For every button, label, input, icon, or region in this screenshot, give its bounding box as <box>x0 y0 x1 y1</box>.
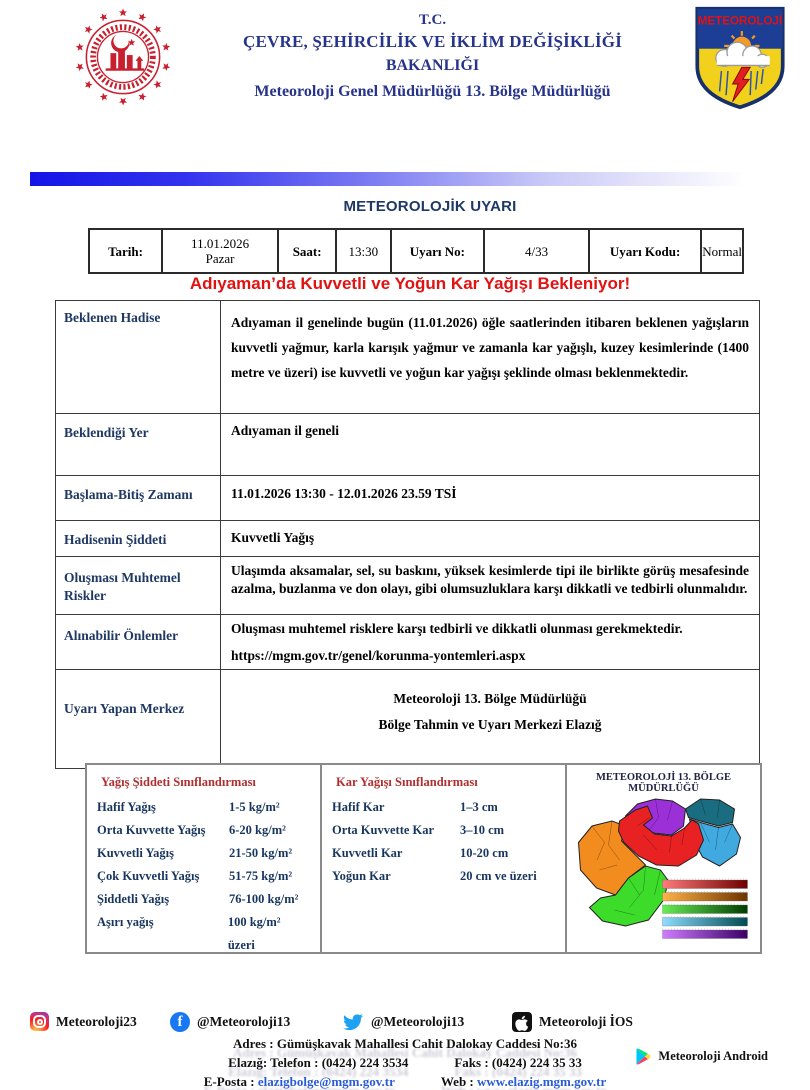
warning-headline: Adıyaman’da Kuvvetli ve Yoğun Kar Yağışı Bekleniyor! <box>189 274 631 293</box>
web-item: Web : www.elazig.mgm.gov.tr <box>440 1074 607 1089</box>
twitter-icon <box>342 1012 364 1032</box>
warning-info-table <box>88 228 744 274</box>
saat-label: Saat: <box>277 230 335 272</box>
row-label: Oluşması Muhtemel Riskler <box>56 557 221 614</box>
list-item: Hafif Yağış 1-5 kg/m² <box>97 800 280 814</box>
issuing-center-line1: Meteoroloji 13. Bölge Müdürlüğü <box>393 691 587 706</box>
list-item: Kuvvetli Kar 10-20 cm <box>332 846 509 860</box>
rain-classification-panel <box>87 765 322 952</box>
meteoroloji-shield-logo-icon <box>688 6 792 110</box>
table-row <box>56 301 759 413</box>
row-label: Başlama-Bitiş Zamanı <box>56 476 221 520</box>
google-play-icon <box>635 1048 651 1065</box>
twitter-handle[interactable]: @Meteoroloji13 <box>342 1012 464 1032</box>
address-line: Adres : Gümüşkavak Mahallesi Cahit Dalokay Caddesi No:36 <box>233 1036 577 1051</box>
android-app[interactable]: Meteoroloji Android <box>635 1048 768 1065</box>
issuing-center-line2: Bölge Tahmin ve Uyarı Merkezi Elazığ <box>378 717 602 732</box>
uyari-kodu-value: Normal <box>700 230 742 272</box>
table-row <box>56 669 759 768</box>
header-directorate: Meteoroloji Genel Müdürlüğü 13. Bölge Müdürlüğü <box>254 83 611 100</box>
fax-value: Faks : (0424) 224 35 33 <box>454 1055 582 1070</box>
ministry-logo-icon <box>68 4 178 110</box>
facebook-handle[interactable]: f @Meteoroloji13 <box>170 1012 290 1032</box>
list-item: Orta Kuvvette Kar 3–10 cm <box>332 823 505 837</box>
saat-value: 13:30 <box>335 230 389 272</box>
rain-class-title: Yağış Şiddeti Sınıflandırması <box>101 775 256 789</box>
row-label: Hadisenin Şiddeti <box>56 521 221 556</box>
facebook-icon: f <box>170 1012 190 1032</box>
row-label: Beklenen Hadise <box>56 301 221 413</box>
table-row <box>56 520 759 556</box>
row-value: Adıyaman il genelinde bugün (11.01.2026) öğle saatlerinden itibaren beklenen yağışların kuvvetli yağmur, karla karışık yağmur ve zamanla kar yağışlı, kuzey kesimlerinde (1400 metre ve üzeri) ise kuvvetli ve yoğun kar yağışı şeklinde olması beklenmektedir. <box>231 315 749 380</box>
region-map-panel <box>567 765 760 952</box>
list-item: Orta Kuvvette Yağış 6-20 kg/m² <box>97 823 286 837</box>
phone-value: Elazığ: Telefon : (0424) 224 3534 <box>228 1055 409 1070</box>
uyari-no-value: 4/33 <box>483 230 588 272</box>
header-title-block <box>185 10 680 106</box>
snow-classification-panel <box>322 765 567 952</box>
uyari-kodu-label: Uyarı Kodu: <box>588 230 700 272</box>
table-row <box>56 614 759 669</box>
social-media-row <box>0 1012 810 1038</box>
blue-gradient-bar <box>30 172 746 186</box>
tarih-label: Tarih: <box>108 243 143 259</box>
list-item: Çok Kuvvetli Yağış 51-75 kg/m² <box>97 869 293 883</box>
map-title: METEOROLOJİ 13. BÖLGE MÜDÜRLÜĞÜ <box>595 772 732 794</box>
header-tc: T.C. <box>418 12 447 28</box>
table-row <box>56 475 759 520</box>
row-value: Ulaşımda aksamalar, sel, su baskını, yüksek kesimlerde tipi ile birlikte görüş mesafesinde azalma, buzlanma ve don olayı, gibi olumsuzluklara karşı dikkatli ve tedbirli olunmalıdır. <box>231 563 749 596</box>
email-item: E-Posta : elazigbolge@mgm.gov.tr <box>203 1074 395 1089</box>
row-value: Adıyaman il geneli <box>231 423 340 438</box>
apple-icon <box>512 1012 532 1032</box>
protection-methods-link[interactable]: https://mgm.gov.tr/genel/korunma-yontemleri.aspx <box>231 648 526 663</box>
header-ministry-line1: ÇEVRE, ŞEHİRCİLİK VE İKLİM DEĞİŞİKLİĞİ <box>242 32 623 51</box>
email-link[interactable]: elazigbolge@mgm.gov.tr <box>257 1074 395 1089</box>
row-value: 11.01.2026 13:30 - 12.01.2026 23.59 TSİ <box>231 486 457 501</box>
region-map <box>569 795 755 945</box>
row-value: Kuvvetli Yağış <box>231 530 315 545</box>
row-label: Beklendiği Yer <box>56 414 221 475</box>
document-header <box>0 4 810 114</box>
row-label: Alınabilir Önlemler <box>56 615 221 669</box>
web-link[interactable]: www.elazig.mgm.gov.tr <box>477 1074 607 1089</box>
svg-text:METEOROLOJİ: METEOROLOJİ <box>697 14 783 28</box>
document-title: METEOROLOJİK UYARI <box>343 198 517 215</box>
snow-class-title: Kar Yağışı Sınıflandırması <box>336 775 478 789</box>
table-row <box>56 413 759 475</box>
header-ministry-line2: BAKANLIĞI <box>385 57 480 74</box>
apple-ios-app[interactable]: Meteoroloji İOS <box>512 1012 633 1032</box>
table-row <box>56 556 759 614</box>
uyari-no-label: Uyarı No: <box>390 230 484 272</box>
row-value <box>221 670 759 768</box>
map-legend <box>663 879 748 939</box>
warning-detail-table <box>55 300 760 769</box>
instagram-handle[interactable]: Meteoroloji23 <box>30 1012 137 1031</box>
row-value <box>221 615 759 669</box>
list-item: Hafif Kar 1–3 cm <box>332 800 498 814</box>
instagram-icon <box>30 1012 49 1031</box>
list-item: Şiddetli Yağış 76-100 kg/m² <box>97 892 299 906</box>
list-item: Yoğun Kar 20 cm ve üzeri <box>332 869 537 883</box>
classification-box <box>85 763 762 954</box>
list-item: Aşırı yağış 100 kg/m² üzeri <box>97 915 281 952</box>
precaution-text: Oluşması muhtemel risklere karşı tedbirli ve dikkatli olunması gerekmektedir. <box>231 621 683 636</box>
tarih-value: 11.01.2026 Pazar <box>161 230 277 272</box>
list-item: Kuvvetli Yağış 21-50 kg/m² <box>97 846 293 860</box>
row-label: Uyarı Yapan Merkez <box>56 670 221 768</box>
email-web-line <box>55 1074 755 1090</box>
